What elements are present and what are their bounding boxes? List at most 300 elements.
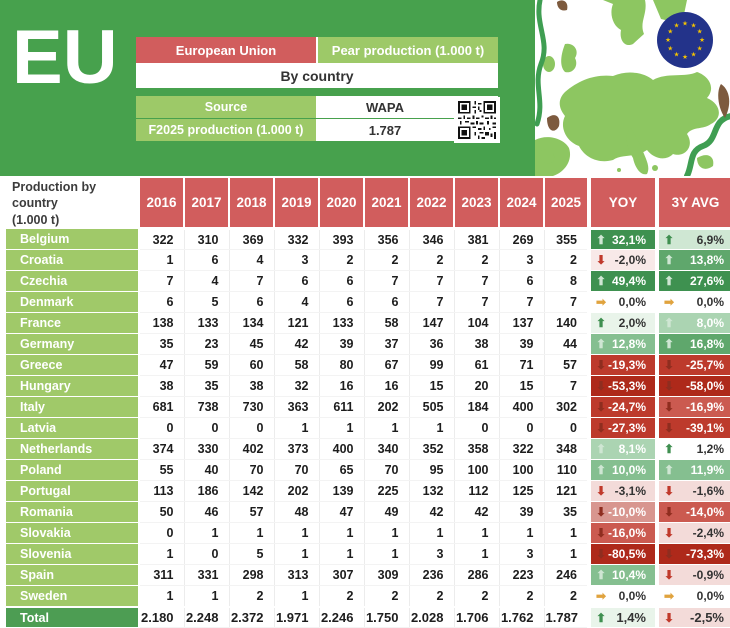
down-arrow-icon: ⬇: [596, 253, 607, 268]
yoy-header: YOY: [589, 178, 657, 229]
value-cell: 36: [409, 334, 454, 355]
value-cell: 16: [319, 376, 364, 397]
value-cell: 58: [364, 313, 409, 334]
value-cell: 1: [184, 523, 229, 544]
value-cell: 132: [409, 481, 454, 502]
value-cell: 2: [229, 586, 274, 607]
percent-value: 0,0%: [618, 295, 646, 310]
avg3-cell: [657, 565, 730, 586]
country-label: Latvia: [3, 418, 139, 439]
value-cell: 202: [274, 481, 319, 502]
svg-text:★: ★: [696, 44, 703, 53]
value-cell: 298: [229, 565, 274, 586]
up-arrow-icon: ⬆: [596, 610, 607, 625]
table-row: [3, 292, 730, 313]
value-cell: 3: [499, 544, 544, 565]
percent-value: -14,0%: [685, 505, 724, 520]
percent-value: 6,9%: [696, 232, 724, 247]
yoy-cell: [589, 397, 657, 418]
table-row: [3, 460, 730, 481]
yoy-cell: [589, 313, 657, 334]
table-row: [3, 271, 730, 292]
country-label: Germany: [3, 334, 139, 355]
percent-value: -16,0%: [607, 526, 646, 541]
value-cell: 16: [364, 376, 409, 397]
value-cell: 225: [364, 481, 409, 502]
value-cell: 322: [499, 439, 544, 460]
value-cell: 1: [274, 544, 319, 565]
value-cell: 139: [319, 481, 364, 502]
value-cell: 7: [409, 271, 454, 292]
value-cell: 2: [454, 586, 499, 607]
value-cell: 738: [184, 397, 229, 418]
value-cell: 7: [454, 271, 499, 292]
total-row: [3, 607, 730, 628]
percent-value: 27,6%: [689, 274, 724, 289]
header-banner: [0, 0, 730, 176]
table-row: [3, 481, 730, 502]
country-label: Czechia: [3, 271, 139, 292]
value-cell: 70: [364, 460, 409, 481]
down-arrow-icon: ⬇: [664, 358, 675, 373]
avg3-cell: [657, 586, 730, 607]
value-cell: 2.028: [409, 607, 454, 628]
down-arrow-icon: ⬇: [664, 505, 675, 520]
yoy-cell: [589, 523, 657, 544]
year-header: 2023: [454, 178, 499, 229]
value-cell: 374: [139, 439, 184, 460]
yoy-cell: [589, 229, 657, 250]
down-arrow-icon: ⬇: [664, 400, 675, 415]
value-cell: 5: [184, 292, 229, 313]
value-cell: 7: [139, 271, 184, 292]
table-row: [3, 544, 730, 565]
value-cell: 100: [454, 460, 499, 481]
value-cell: 2.248: [184, 607, 229, 628]
avg3-cell: [657, 292, 730, 313]
value-cell: 332: [274, 229, 319, 250]
product-label: Pear production (1.000 t): [316, 37, 498, 63]
value-cell: 7: [499, 292, 544, 313]
value-cell: 104: [454, 313, 499, 334]
value-cell: 2.180: [139, 607, 184, 628]
down-arrow-icon: ⬇: [596, 484, 607, 499]
up-arrow-icon: ⬆: [596, 463, 607, 478]
value-cell: 45: [229, 334, 274, 355]
percent-value: 0,0%: [618, 589, 646, 603]
value-cell: 47: [139, 355, 184, 376]
value-cell: 310: [184, 229, 229, 250]
value-cell: 113: [139, 481, 184, 502]
scope-label: By country: [136, 63, 498, 88]
down-arrow-icon: ⬇: [664, 568, 675, 583]
value-cell: 400: [499, 397, 544, 418]
yoy-cell: [589, 418, 657, 439]
value-cell: 147: [409, 313, 454, 334]
table-row: [3, 376, 730, 397]
avg-header: 3Y AVG: [657, 178, 730, 229]
avg3-cell: [657, 544, 730, 565]
down-arrow-icon: ⬇: [664, 547, 675, 562]
value-cell: 58: [274, 355, 319, 376]
value-cell: 730: [229, 397, 274, 418]
corner-header-line1: Production by country: [12, 180, 97, 211]
value-cell: 60: [229, 355, 274, 376]
value-cell: 1.787: [544, 607, 589, 628]
value-cell: 2.246: [319, 607, 364, 628]
table-row: [3, 586, 730, 607]
yoy-cell: [589, 565, 657, 586]
value-cell: 1: [454, 523, 499, 544]
value-cell: 309: [364, 565, 409, 586]
value-cell: 2: [544, 586, 589, 607]
percent-value: -16,9%: [685, 400, 724, 415]
value-cell: 5: [229, 544, 274, 565]
value-cell: 0: [184, 544, 229, 565]
value-cell: 1.971: [274, 607, 319, 628]
down-arrow-icon: ⬇: [596, 547, 607, 562]
value-cell: 1.750: [364, 607, 409, 628]
eu-flag-icon: [657, 12, 713, 68]
value-cell: 6: [319, 292, 364, 313]
svg-text:★: ★: [682, 19, 688, 28]
flat-arrow-icon: ➡: [596, 589, 607, 603]
country-label: Netherlands: [3, 439, 139, 460]
value-cell: 59: [184, 355, 229, 376]
year-header: 2016: [139, 178, 184, 229]
avg3-cell: [657, 481, 730, 502]
yoy-cell: [589, 544, 657, 565]
value-cell: 95: [409, 460, 454, 481]
value-cell: 1: [274, 418, 319, 439]
value-cell: 0: [499, 418, 544, 439]
value-cell: 358: [454, 439, 499, 460]
percent-value: 11,9%: [690, 463, 724, 478]
percent-value: -27,3%: [607, 421, 646, 436]
corner-header-line2: (1.000 t): [12, 212, 60, 227]
value-cell: 1: [409, 418, 454, 439]
year-header: 2022: [409, 178, 454, 229]
value-cell: 38: [454, 334, 499, 355]
country-label: Croatia: [3, 250, 139, 271]
percent-value: -2,4%: [692, 526, 724, 541]
percent-value: -0,9%: [692, 568, 724, 583]
value-cell: 202: [364, 397, 409, 418]
table-row: [3, 250, 730, 271]
country-label: Portugal: [3, 481, 139, 502]
value-cell: 0: [229, 418, 274, 439]
value-cell: 1: [184, 586, 229, 607]
year-header: 2024: [499, 178, 544, 229]
value-cell: 7: [454, 292, 499, 313]
avg3-cell: [657, 502, 730, 523]
value-cell: 134: [229, 313, 274, 334]
flat-arrow-icon: ➡: [664, 295, 675, 310]
value-cell: 57: [229, 502, 274, 523]
avg3-cell: [657, 271, 730, 292]
value-cell: 7: [364, 271, 409, 292]
value-cell: 15: [499, 376, 544, 397]
up-arrow-icon: ⬆: [596, 274, 607, 289]
percent-value: -2,0%: [614, 253, 646, 268]
value-cell: 4: [184, 271, 229, 292]
value-cell: 71: [499, 355, 544, 376]
up-arrow-icon: ⬆: [664, 253, 675, 268]
down-arrow-icon: ⬇: [664, 379, 675, 394]
value-cell: 1: [319, 523, 364, 544]
value-cell: 1: [139, 586, 184, 607]
percent-value: -73,3%: [685, 547, 724, 562]
value-cell: 61: [454, 355, 499, 376]
country-label: Belgium: [3, 229, 139, 250]
value-cell: 55: [139, 460, 184, 481]
down-arrow-icon: ⬇: [596, 526, 607, 541]
value-cell: 42: [274, 334, 319, 355]
value-cell: 6: [139, 292, 184, 313]
percent-value: -19,3%: [607, 358, 646, 373]
table-row: [3, 397, 730, 418]
value-cell: 302: [544, 397, 589, 418]
up-arrow-icon: ⬆: [664, 463, 675, 478]
down-arrow-icon: ⬇: [664, 610, 675, 625]
percent-value: -53,3%: [607, 379, 646, 394]
percent-value: -1,6%: [692, 484, 724, 499]
table-corner-header: [3, 178, 139, 229]
value-cell: 67: [364, 355, 409, 376]
value-cell: 7: [409, 292, 454, 313]
value-cell: 611: [319, 397, 364, 418]
value-cell: 1: [364, 523, 409, 544]
value-cell: 49: [364, 502, 409, 523]
year-header: 2019: [274, 178, 319, 229]
up-arrow-icon: ⬆: [664, 337, 675, 352]
percent-value: -24,7%: [607, 400, 646, 415]
value-cell: 39: [499, 502, 544, 523]
percent-value: -39,1%: [685, 421, 724, 436]
value-cell: 1: [454, 544, 499, 565]
value-cell: 110: [544, 460, 589, 481]
yoy-cell: [589, 292, 657, 313]
value-cell: 1: [364, 544, 409, 565]
qr-code: [454, 97, 500, 143]
value-cell: 42: [454, 502, 499, 523]
value-cell: 35: [544, 502, 589, 523]
up-arrow-icon: ⬆: [596, 442, 607, 457]
value-cell: 40: [184, 460, 229, 481]
country-label: Hungary: [3, 376, 139, 397]
value-cell: 38: [229, 376, 274, 397]
value-cell: 505: [409, 397, 454, 418]
value-cell: 121: [274, 313, 319, 334]
value-cell: 393: [319, 229, 364, 250]
value-cell: 0: [139, 418, 184, 439]
yoy-cell: [589, 502, 657, 523]
down-arrow-icon: ⬇: [596, 379, 607, 394]
value-cell: 65: [319, 460, 364, 481]
value-cell: 1: [274, 523, 319, 544]
table-row: [3, 565, 730, 586]
value-cell: 7: [229, 271, 274, 292]
value-cell: 142: [229, 481, 274, 502]
percent-value: 2,0%: [618, 316, 646, 331]
value-cell: 6: [274, 271, 319, 292]
value-cell: 0: [139, 523, 184, 544]
percent-value: 8,1%: [618, 442, 646, 457]
percent-value: 16,8%: [689, 337, 724, 352]
value-cell: 2: [364, 250, 409, 271]
value-cell: 1: [319, 418, 364, 439]
percent-value: -2,5%: [690, 610, 724, 625]
value-cell: 331: [184, 565, 229, 586]
value-cell: 381: [454, 229, 499, 250]
value-cell: 48: [274, 502, 319, 523]
svg-text:★: ★: [667, 27, 674, 36]
value-cell: 99: [409, 355, 454, 376]
value-cell: 1: [544, 523, 589, 544]
value-cell: 8: [544, 271, 589, 292]
percent-value: 0,0%: [696, 589, 724, 603]
value-cell: 330: [184, 439, 229, 460]
up-arrow-icon: ⬆: [664, 442, 675, 457]
value-cell: 363: [274, 397, 319, 418]
table-header-row: [3, 178, 730, 229]
value-cell: 2: [544, 250, 589, 271]
avg3-cell: [657, 439, 730, 460]
value-cell: 70: [274, 460, 319, 481]
up-arrow-icon: ⬆: [596, 232, 607, 247]
value-cell: 15: [409, 376, 454, 397]
up-arrow-icon: ⬆: [664, 232, 675, 247]
region-code: EU: [12, 15, 118, 100]
year-header: 2020: [319, 178, 364, 229]
value-cell: 355: [544, 229, 589, 250]
value-cell: 3: [499, 250, 544, 271]
production-table: [0, 178, 730, 628]
percent-value: 12,8%: [611, 337, 646, 352]
value-cell: 35: [139, 334, 184, 355]
year-header: 2017: [184, 178, 229, 229]
down-arrow-icon: ⬇: [596, 421, 607, 436]
country-label: Denmark: [3, 292, 139, 313]
value-cell: 340: [364, 439, 409, 460]
value-cell: 269: [499, 229, 544, 250]
value-cell: 35: [184, 376, 229, 397]
value-cell: 6: [229, 292, 274, 313]
value-cell: 6: [499, 271, 544, 292]
yoy-cell: [589, 271, 657, 292]
avg3-cell: [657, 313, 730, 334]
value-cell: 236: [409, 565, 454, 586]
source-value: WAPA: [316, 96, 498, 118]
value-cell: 1: [229, 523, 274, 544]
value-cell: 356: [364, 229, 409, 250]
value-cell: 32: [274, 376, 319, 397]
value-cell: 47: [319, 502, 364, 523]
svg-text:★: ★: [690, 21, 697, 30]
value-cell: 100: [499, 460, 544, 481]
value-cell: 37: [364, 334, 409, 355]
country-label: Slovakia: [3, 523, 139, 544]
value-cell: 3: [409, 544, 454, 565]
value-cell: 373: [274, 439, 319, 460]
value-cell: 2.372: [229, 607, 274, 628]
value-cell: 1: [274, 586, 319, 607]
value-cell: 23: [184, 334, 229, 355]
percent-value: -3,1%: [614, 484, 646, 499]
value-cell: 346: [409, 229, 454, 250]
value-cell: 1: [409, 523, 454, 544]
country-label: Italy: [3, 397, 139, 418]
percent-value: -10,0%: [607, 505, 646, 520]
up-arrow-icon: ⬆: [596, 568, 607, 583]
value-cell: 400: [319, 439, 364, 460]
percent-value: 32,1%: [611, 232, 646, 247]
value-cell: 2: [499, 586, 544, 607]
value-cell: 42: [409, 502, 454, 523]
value-cell: 6: [319, 271, 364, 292]
percent-value: -80,5%: [607, 547, 646, 562]
table-row: [3, 355, 730, 376]
flat-arrow-icon: ➡: [664, 589, 675, 603]
up-arrow-icon: ⬆: [596, 316, 607, 331]
europe-map: [535, 0, 730, 176]
table-row: [3, 334, 730, 355]
table-row: [3, 313, 730, 334]
value-cell: 39: [319, 334, 364, 355]
value-cell: 286: [454, 565, 499, 586]
percent-value: 10,0%: [611, 463, 646, 478]
value-cell: 125: [499, 481, 544, 502]
down-arrow-icon: ⬇: [664, 484, 675, 499]
value-cell: 223: [499, 565, 544, 586]
value-cell: 140: [544, 313, 589, 334]
svg-text:★: ★: [665, 36, 671, 44]
flat-arrow-icon: ➡: [596, 295, 607, 310]
value-cell: 4: [274, 292, 319, 313]
svg-text:★: ★: [696, 27, 703, 36]
value-cell: 313: [274, 565, 319, 586]
value-cell: 186: [184, 481, 229, 502]
value-cell: 39: [499, 334, 544, 355]
value-cell: 307: [319, 565, 364, 586]
value-cell: 44: [544, 334, 589, 355]
yoy-cell: [589, 439, 657, 460]
down-arrow-icon: ⬇: [596, 358, 607, 373]
year-header: 2025: [544, 178, 589, 229]
value-cell: 121: [544, 481, 589, 502]
yoy-cell: [589, 607, 657, 628]
avg3-cell: [657, 229, 730, 250]
up-arrow-icon: ⬆: [664, 316, 675, 331]
percent-value: -58,0%: [685, 379, 724, 394]
avg3-cell: [657, 334, 730, 355]
value-cell: 6: [364, 292, 409, 313]
avg3-cell: [657, 397, 730, 418]
value-cell: 38: [139, 376, 184, 397]
percent-value: 13,8%: [689, 253, 724, 268]
yoy-cell: [589, 481, 657, 502]
avg3-cell: [657, 607, 730, 628]
value-cell: 7: [544, 376, 589, 397]
avg3-cell: [657, 523, 730, 544]
country-label: Greece: [3, 355, 139, 376]
avg3-cell: [657, 376, 730, 397]
value-cell: 6: [184, 250, 229, 271]
value-cell: 2: [319, 586, 364, 607]
region-label: European Union: [136, 37, 316, 63]
percent-value: 49,4%: [611, 274, 646, 289]
country-label: Romania: [3, 502, 139, 523]
